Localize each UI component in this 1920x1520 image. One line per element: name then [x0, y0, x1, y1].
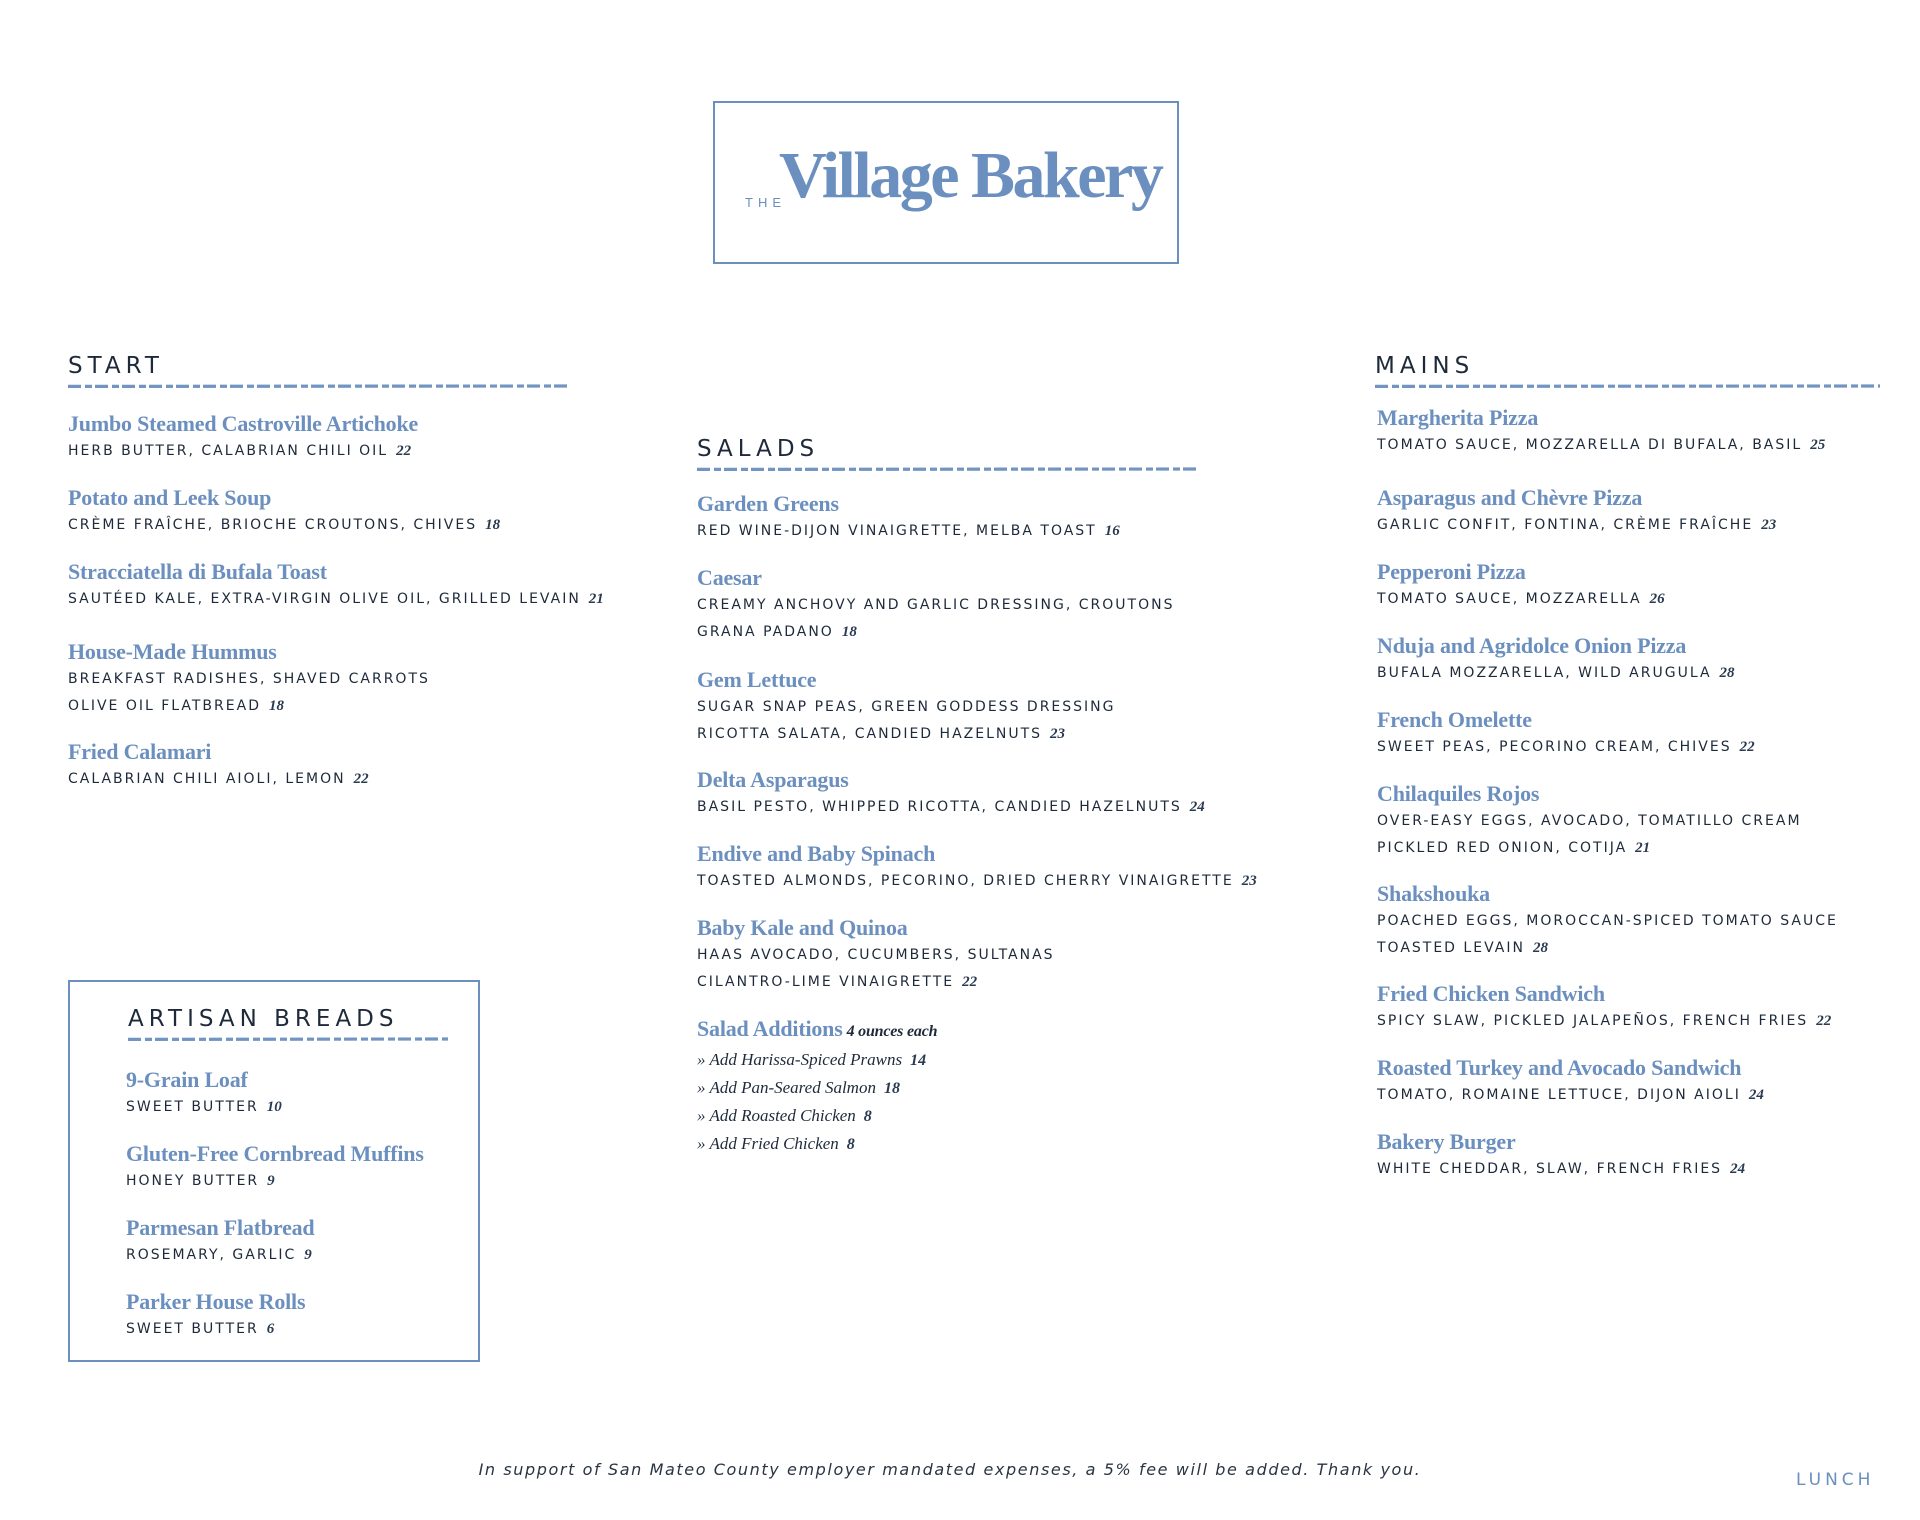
- breads-heading: ARTISAN BREADS: [128, 1006, 399, 1032]
- menu-item-description: [1377, 908, 1838, 935]
- logo-the: THE: [745, 195, 786, 210]
- menu-item-price: 9: [304, 1247, 312, 1263]
- menu-item-description: [126, 1168, 424, 1195]
- menu-item-description: [68, 586, 604, 613]
- menu-item-name: Bakery Burger: [1377, 1129, 1516, 1154]
- menu-item-description-text: SUGAR SNAP PEAS, GREEN GODDESS DRESSING: [697, 699, 1116, 715]
- menu-item-description: [126, 1316, 305, 1343]
- menu-item: [697, 490, 1120, 545]
- menu-item-price: 28: [1719, 665, 1735, 681]
- mains-heading: MAINS: [1375, 353, 1475, 379]
- menu-item-price: 22: [396, 443, 412, 459]
- menu-item-description: [697, 942, 1055, 969]
- salad-addition-label: » Add Fried Chicken: [697, 1134, 839, 1153]
- menu-item-description: [68, 666, 430, 693]
- menu-item-description-text: RICOTTA SALATA, CANDIED HAZELNUTS: [697, 726, 1043, 742]
- menu-item: [68, 638, 430, 720]
- menu-item-description: [1377, 586, 1665, 613]
- menu-item-description: [68, 512, 500, 539]
- menu-item-name: Garden Greens: [697, 491, 839, 516]
- menu-item: [1377, 632, 1735, 687]
- menu-item: [1377, 484, 1776, 539]
- menu-item-description-text: CREAMY ANCHOVY AND GARLIC DRESSING, CROUTONS: [697, 597, 1175, 613]
- menu-item: [126, 1214, 314, 1269]
- menu-item-description-text: CRÈME FRAÎCHE, BRIOCHE CROUTONS, CHIVES: [68, 517, 478, 533]
- menu-item-description: [1377, 512, 1776, 539]
- menu-item-name: Jumbo Steamed Castroville Artichoke: [68, 411, 419, 436]
- salad-addition-item: [697, 1130, 937, 1158]
- menu-item-description: [1377, 734, 1755, 761]
- menu-item-description: [1377, 1156, 1745, 1183]
- menu-item-description: [1377, 935, 1838, 962]
- menu-item-description-text: TOASTED ALMONDS, PECORINO, DRIED CHERRY VINAIGRETTE: [697, 873, 1234, 889]
- salad-addition-price: 8: [846, 1136, 855, 1153]
- salads-heading: SALADS: [697, 436, 820, 462]
- menu-item-name: Baby Kale and Quinoa: [697, 915, 908, 940]
- menu-item-description-text: WHITE CHEDDAR, SLAW, FRENCH FRIES: [1377, 1161, 1723, 1177]
- salad-addition-price: 14: [910, 1052, 927, 1069]
- menu-item-description: [697, 694, 1115, 721]
- menu-item-price: 6: [266, 1321, 275, 1337]
- menu-item-price: 23: [1761, 517, 1777, 533]
- menu-item-name: Asparagus and Chèvre Pizza: [1377, 485, 1643, 510]
- menu-item-price: 24: [1730, 1161, 1746, 1177]
- salad-additions-note: 4 ounces each: [846, 1023, 938, 1040]
- menu-item-price: 21: [1635, 840, 1651, 856]
- menu-item: [1377, 558, 1665, 613]
- menu-item: [697, 914, 1055, 996]
- menu-item-price: 24: [1748, 1087, 1764, 1103]
- start-heading-divider: [68, 382, 568, 390]
- menu-item: [1377, 404, 1825, 459]
- menu-item-description: [1377, 808, 1802, 835]
- menu-item-name: Roasted Turkey and Avocado Sandwich: [1377, 1055, 1742, 1080]
- menu-item: [697, 666, 1115, 748]
- menu-item-name: French Omelette: [1377, 707, 1532, 732]
- menu-item: [1377, 980, 1831, 1035]
- menu-item-price: 22: [1739, 739, 1755, 755]
- menu-item-description-text: CALABRIAN CHILI AIOLI, LEMON: [68, 771, 346, 787]
- logo-box: [713, 101, 1179, 264]
- menu-item-description-text: GARLIC CONFIT, FONTINA, CRÈME FRAÎCHE: [1377, 517, 1754, 533]
- menu-item-description: [1377, 1082, 1764, 1109]
- menu-item-description-text: SWEET PEAS, PECORINO CREAM, CHIVES: [1377, 739, 1732, 755]
- menu-item-description-text: BUFALA MOZZARELLA, WILD ARUGULA: [1377, 665, 1712, 681]
- menu-item: [126, 1140, 424, 1195]
- salad-additions-list: [697, 1046, 937, 1158]
- menu-item-description-text: TOMATO SAUCE, MOZZARELLA DI BUFALA, BASIL: [1377, 437, 1803, 453]
- footer-note: In support of San Mateo County employer mandated expenses, a 5% fee will be added. Thank you.: [478, 1460, 1422, 1479]
- menu-item-description-text: SWEET BUTTER: [126, 1321, 259, 1337]
- menu-item-description: [697, 592, 1174, 619]
- menu-item-price: 26: [1649, 591, 1665, 607]
- salads-heading-divider: [697, 465, 1197, 473]
- menu-item-description-text: GRANA PADANO: [697, 624, 834, 640]
- menu-item-name: Parker House Rolls: [126, 1289, 306, 1314]
- menu-item-name: Shakshouka: [1377, 881, 1490, 906]
- menu-item-name: Potato and Leek Soup: [68, 485, 272, 510]
- menu-item-price: 9: [267, 1173, 275, 1189]
- menu-item-description: [697, 794, 1205, 821]
- menu-item: [697, 766, 1205, 821]
- menu-item-name: Fried Calamari: [68, 739, 212, 764]
- menu-item-description-text: SPICY SLAW, PICKLED JALAPEÑOS, FRENCH FRIES: [1377, 1013, 1809, 1029]
- menu-item: [68, 484, 500, 539]
- menu-item-price: 22: [353, 771, 369, 787]
- salad-additions-title: [697, 1015, 937, 1046]
- menu-item-price: 23: [1241, 873, 1257, 889]
- menu-item-description: [126, 1094, 282, 1121]
- menu-item: [68, 410, 418, 465]
- menu-item-price: 23: [1050, 726, 1066, 742]
- lunch-label: LUNCH: [1796, 1470, 1875, 1490]
- menu-item-description-text: PICKLED RED ONION, COTIJA: [1377, 840, 1628, 856]
- menu-item-description: [68, 438, 418, 465]
- menu-item: [126, 1066, 282, 1121]
- menu-item-description-text: SWEET BUTTER: [126, 1099, 259, 1115]
- menu-item-description-text: HERB BUTTER, CALABRIAN CHILI OIL: [68, 443, 389, 459]
- salad-addition-price: 8: [863, 1108, 872, 1125]
- menu-item-description-text: RED WINE-DIJON VINAIGRETTE, MELBA TOAST: [697, 523, 1097, 539]
- menu-item: [68, 738, 369, 793]
- menu-item-description: [1377, 660, 1735, 687]
- menu-item-description: [1377, 432, 1825, 459]
- salad-addition-price: 18: [883, 1080, 900, 1097]
- menu-item-name: Endive and Baby Spinach: [697, 841, 936, 866]
- menu-item-price: 10: [266, 1099, 282, 1115]
- salad-additions: [697, 1015, 937, 1158]
- menu-item-description: [697, 969, 1055, 996]
- menu-item-description: [1377, 835, 1802, 862]
- menu-item-description-text: BASIL PESTO, WHIPPED RICOTTA, CANDIED HAZELNUTS: [697, 799, 1182, 815]
- menu-item-name: Delta Asparagus: [697, 767, 849, 792]
- menu-item-price: 21: [588, 591, 604, 607]
- menu-item-price: 18: [268, 698, 284, 714]
- menu-item-description-text: TOMATO, ROMAINE LETTUCE, DIJON AIOLI: [1377, 1087, 1741, 1103]
- menu-item: [1377, 780, 1802, 862]
- menu-item-description-text: OLIVE OIL FLATBREAD: [68, 698, 261, 714]
- salad-addition-item: [697, 1046, 937, 1074]
- salad-addition-item: [697, 1102, 937, 1130]
- menu-item-name: Stracciatella di Bufala Toast: [68, 559, 327, 584]
- salad-addition-item: [697, 1074, 937, 1102]
- salad-addition-label: » Add Roasted Chicken: [697, 1106, 856, 1125]
- menu-item-price: 18: [485, 517, 501, 533]
- salad-addition-label: » Add Harissa-Spiced Prawns: [697, 1050, 903, 1069]
- menu-item-description-text: HONEY BUTTER: [126, 1173, 260, 1189]
- menu-item-description: [697, 518, 1120, 545]
- menu-item-name: Caesar: [697, 565, 762, 590]
- menu-item-name: Nduja and Agridolce Onion Pizza: [1377, 633, 1687, 658]
- menu-item-name: House-Made Hummus: [68, 639, 277, 664]
- menu-item-name: Gluten-Free Cornbread Muffins: [126, 1141, 424, 1166]
- menu-item-name: Fried Chicken Sandwich: [1377, 981, 1605, 1006]
- menu-item: [68, 558, 604, 613]
- menu-item-price: 18: [841, 624, 857, 640]
- menu-item: [1377, 1128, 1745, 1183]
- menu-item-description-text: CILANTRO-LIME VINAIGRETTE: [697, 974, 955, 990]
- menu-item-description-text: HAAS AVOCADO, CUCUMBERS, SULTANAS: [697, 947, 1055, 963]
- menu-item: [1377, 706, 1755, 761]
- menu-item-name: Margherita Pizza: [1377, 405, 1539, 430]
- menu-item-description: [697, 619, 1174, 646]
- menu-item-price: 25: [1810, 437, 1826, 453]
- menu-item-name: 9-Grain Loaf: [126, 1067, 248, 1092]
- menu-item-price: 22: [1816, 1013, 1832, 1029]
- menu-item-description: [697, 721, 1115, 748]
- menu-item-description-text: TOASTED LEVAIN: [1377, 940, 1525, 956]
- menu-item-name: Chilaquiles Rojos: [1377, 781, 1540, 806]
- salad-addition-label: » Add Pan-Seared Salmon: [697, 1078, 876, 1097]
- menu-item-description-text: TOMATO SAUCE, MOZZARELLA: [1377, 591, 1642, 607]
- menu-item-description: [126, 1242, 314, 1269]
- menu-item-description-text: POACHED EGGS, MOROCCAN-SPICED TOMATO SAUCE: [1377, 913, 1838, 929]
- menu-item-description: [1377, 1008, 1831, 1035]
- menu-item-price: 16: [1104, 523, 1120, 539]
- logo-name: Village Bakery: [779, 139, 1162, 212]
- menu-item: [697, 840, 1257, 895]
- mains-heading-divider: [1375, 382, 1880, 390]
- menu-item-description-text: ROSEMARY, GARLIC: [126, 1247, 297, 1263]
- menu-item: [1377, 880, 1838, 962]
- menu-item: [1377, 1054, 1764, 1109]
- menu-item: [126, 1288, 305, 1343]
- menu-item-description: [68, 766, 369, 793]
- menu-item-name: Gem Lettuce: [697, 667, 817, 692]
- menu-item-price: 28: [1532, 940, 1548, 956]
- menu-item: [697, 564, 1174, 646]
- menu-item-description-text: BREAKFAST RADISHES, SHAVED CARROTS: [68, 671, 430, 687]
- salad-additions-title-text: Salad Additions: [697, 1016, 843, 1041]
- menu-item-description: [68, 693, 430, 720]
- menu-item-price: 24: [1189, 799, 1205, 815]
- menu-item-description-text: OVER-EASY EGGS, AVOCADO, TOMATILLO CREAM: [1377, 813, 1802, 829]
- menu-item-name: Parmesan Flatbread: [126, 1215, 315, 1240]
- start-heading: START: [68, 353, 164, 379]
- menu-item-price: 22: [962, 974, 978, 990]
- menu-item-name: Pepperoni Pizza: [1377, 559, 1526, 584]
- menu-item-description-text: SAUTÉED KALE, EXTRA-VIRGIN OLIVE OIL, GRILLED LEVAIN: [68, 591, 581, 607]
- menu-item-description: [697, 868, 1257, 895]
